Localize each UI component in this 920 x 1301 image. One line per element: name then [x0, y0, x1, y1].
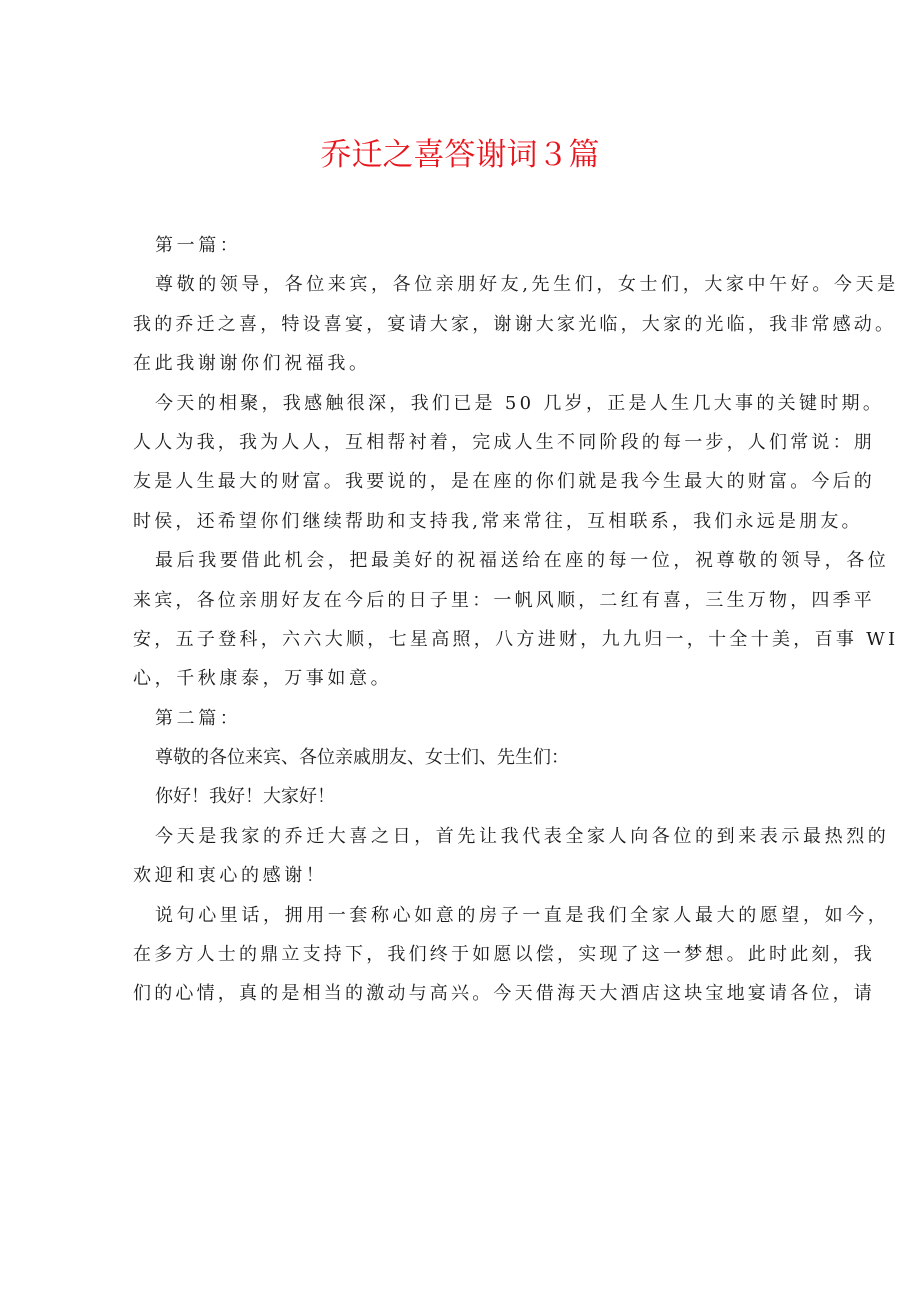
paragraph-line: 尊敬的领导，各位来宾，各位亲朋好友,先生们，女士们，大家中午好。今天是: [155, 274, 899, 296]
document-title: 乔迁之喜答谢词３篇: [320, 137, 600, 173]
paragraph-line: 在此我谢谢你们祝福我。: [133, 353, 371, 375]
document-body: [133, 226, 899, 1014]
paragraph-line: 时侯，还希望你们继续帮助和支持我,常来常往，互相联系，我们永远是朋友。: [133, 510, 863, 532]
paragraph-line: 欢迎和衷心的感谢！: [133, 865, 328, 887]
paragraph-line: 说句心里话，拥用一套称心如意的房子一直是我们全家人最大的愿望，如今，: [155, 904, 890, 926]
section-heading: 第二篇：: [155, 707, 242, 729]
paragraph-line: 人人为我，我为人人，互相帮衬着，完成人生不同阶段的每一步，人们常说：朋: [133, 431, 875, 453]
paragraph-line: 来宾，各位亲朋好友在今后的日子里：一帆风顺，二红有喜，三生万物，四季平: [133, 589, 875, 611]
paragraph-line: 心，千秋康泰，万事如意。: [133, 668, 393, 690]
paragraph-line: 们的心情，真的是相当的激动与高兴。今天借海天大酒店这块宝地宴请各位，请: [133, 983, 875, 1005]
paragraph-line: 友是人生最大的财富。我要说的，是在座的你们就是我今生最大的财富。今后的: [133, 471, 875, 493]
paragraph-line: 安，五子登科，六六大顺，七星高照，八方进财，九九归一，十全十美，百事 WI: [133, 628, 899, 650]
paragraph-line: 最后我要借此机会，把最美好的祝福送给在座的每一位，祝尊敬的领导，各位: [155, 550, 890, 572]
paragraph-line: 今天是我家的乔迁大喜之日，首先让我代表全家人向各位的到来表示最热烈的: [155, 825, 890, 847]
section-heading: 第一篇：: [155, 235, 242, 256]
paragraph-line: 在多方人士的鼎立支持下，我们终于如愿以偿，实现了这一梦想。此时此刻，我: [133, 944, 875, 966]
paragraph-line: 今天的相聚，我感触很深，我们已是 50 几岁，正是人生几大事的关键时期。: [155, 392, 885, 414]
paragraph-line: 你好！我好！大家好！: [155, 786, 335, 808]
paragraph-line: 尊敬的各位来宾、各位亲戚朋友、女士们、先生们：: [155, 747, 569, 769]
paragraph-line: 我的乔迁之喜，特设喜宴，宴请大家，谢谢大家光临，大家的光临，我非常感动。: [133, 313, 897, 335]
